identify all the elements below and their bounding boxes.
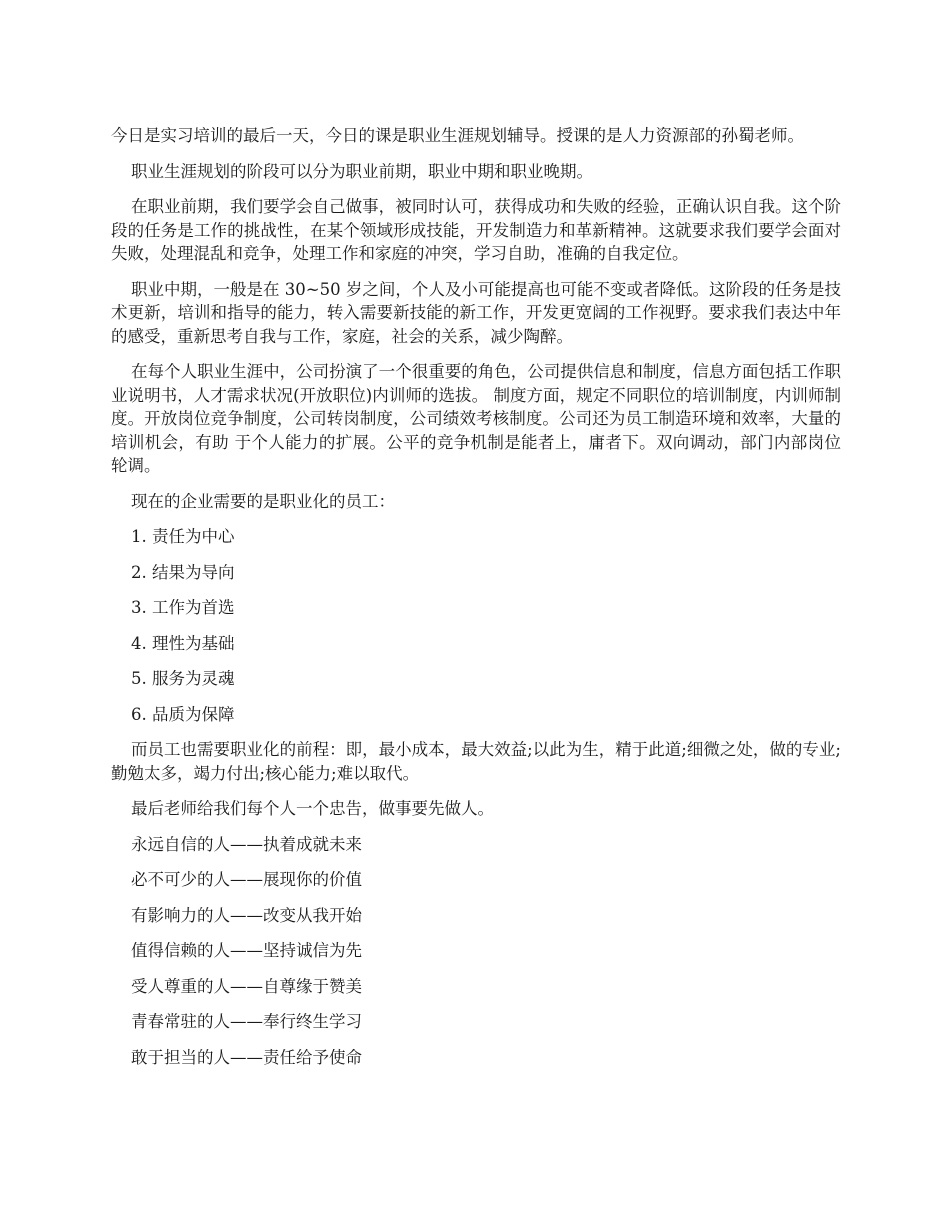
list-item: 6. 品质为保障 (131, 704, 235, 724)
professional-traits-list (111, 525, 841, 726)
motto-line: 永远自信的人——执着成就未来 (131, 834, 362, 854)
motto-line: 受人尊重的人——自尊缘于赞美 (131, 976, 362, 996)
early-career-paragraph: 在职业前期，我们要学会自己做事，被同时认可，获得成功和失败的经验，正确认识自我。这个阶段的任务是工作的挑战性，在某个领域形成技能，开发制造力和革新精神。这就要求我们要学会面对失败，处理混乱和竞争，处理工作和家庭的冲突，学习自助，准确的自我定位。 (111, 197, 841, 263)
career-path-paragraph: 而员工也需要职业化的前程：即，最小成本，最大效益;以此为生，精于此道;细微之处，做的专业;勤勉太多，竭力付出;核心能力;难以取代。 (111, 740, 841, 783)
list-item: 3. 工作为首选 (131, 598, 235, 617)
list-item: 2. 结果为导向 (131, 562, 235, 582)
list-item: 1. 责任为中心 (131, 527, 235, 546)
list-item: 5. 服务为灵魂 (131, 669, 235, 688)
motto-line: 有影响力的人——改变从我开始 (131, 905, 362, 925)
motto-line: 青春常驻的人——奉行终生学习 (131, 1012, 362, 1031)
mottos-list (111, 833, 841, 1070)
advice-paragraph: 最后老师给我们每个人一个忠告，做事要先做人。 (131, 799, 494, 818)
motto-line: 敢于担当的人——责任给予使命 (131, 1047, 362, 1067)
company-role-paragraph: 在每个人职业生涯中，公司扮演了一个很重要的角色，公司提供信息和制度，信息方面包括工作职业说明书，人才需求状况(开放职位)内训师的选拔。 制度方面，规定不同职位的培训制度，内训师制度。开放岗位竞争制度，公司转岗制度，公司绩效考核制度。公司还为员工制造环境和效率，大量的培训机会，有助 于个人能力的扩展。公平的竞争机制是能者上，庸者下。双向调动，部门内部岗位轮调。 (111, 362, 841, 475)
motto-line: 值得信赖的人——坚持诚信为先 (131, 941, 362, 960)
intro-paragraph: 今日是实习培训的最后一天，今日的课是职业生涯规划辅导。授课的是人力资源部的孙蜀老师。 (111, 126, 804, 145)
list-item: 4. 理性为基础 (131, 633, 235, 653)
career-stages-paragraph: 职业生涯规划的阶段可以分为职业前期，职业中期和职业晚期。 (131, 161, 593, 181)
mid-career-paragraph: 职业中期，一般是在 30~50 岁之间，个人及小可能提高也可能不变或者降低。这阶段的任务是技术更新，培训和指导的能力，转入需要新技能的新工作，开发更宽阔的工作视野。要求我们表达中年的感受，重新思考自我与工作，家庭，社会的关系，减少陶醉。 (111, 279, 841, 346)
professional-staff-paragraph: 现在的企业需要的是职业化的员工： (131, 491, 395, 511)
motto-line: 必不可少的人——展现你的价值 (131, 870, 362, 889)
document-body (111, 124, 841, 1081)
